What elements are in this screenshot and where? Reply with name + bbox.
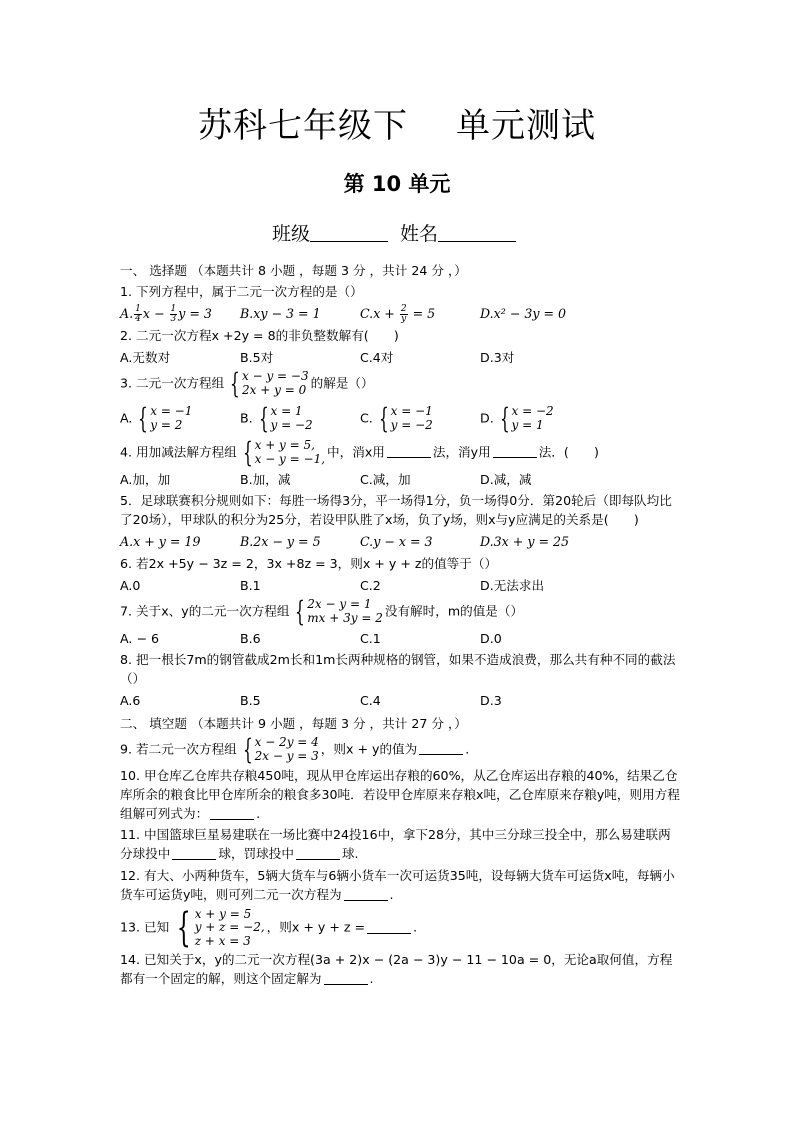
class-name-line (0, 219, 794, 246)
option-c[interactable]: C.4对 (360, 349, 394, 365)
questions (120, 258, 680, 989)
option-c[interactable]: C.x + $\frac{2}{y}$ = 5 (360, 304, 436, 324)
title-right: 单元测试 (456, 106, 596, 146)
question-6: 6. 若2x +5y − 3z = 2，3x +8z = 3，则x + y + z的值等于（） (120, 555, 498, 571)
option-d[interactable]: D.无法求出 (480, 577, 545, 593)
equation-system: { x + y = 5 y + z = −2, z + x = 3 (176, 905, 265, 952)
answer-blank[interactable] (367, 921, 411, 934)
question-1: 1. 下列方程中，属于二元一次方程的是（） (120, 284, 363, 300)
question-2: 2. 二元一次方程x +2y = 8的非负整数解有( ) (120, 327, 399, 343)
question-3-options (120, 402, 680, 436)
option-b[interactable]: B.加，减 (240, 471, 291, 487)
equation-system: { 2x − y = 1 mx + 3y = 2 (295, 594, 383, 628)
option-a[interactable]: A.加，加 (120, 471, 171, 487)
option-a[interactable]: A. − 6 (120, 630, 159, 646)
equation-system: { x − y = −3 2x + y = 0 (230, 366, 309, 400)
name-blank[interactable] (438, 223, 516, 242)
option-b[interactable]: B.5 (240, 693, 261, 709)
section-fill: 二、 填空题 （本题共计 9 小题 ，每题 3 分 ，共计 27 分 ，） (120, 715, 467, 731)
option-c[interactable]: C.减，加 (360, 471, 411, 487)
question-12: 12. 有大、小两种货车，5辆大货车与6辆小货车一次可运货35吨，设每辆大货车可运货x吨，每辆小货车可运货y吨，则可列二元一次方程为 . (120, 868, 675, 903)
option-b[interactable]: B. { x = 1 y = −2 (240, 401, 313, 435)
class-blank[interactable] (310, 223, 388, 242)
option-c[interactable]: C. { x = −1 y = −2 (360, 401, 433, 435)
equation-system: { x − 2y = 4 2x − y = 3 (242, 732, 319, 766)
question-6-options (120, 577, 680, 595)
question-4: 4. 用加减法解方程组 { x + y = 5, x − y = −1, 中，消x用 法，消y用 法．( ) (120, 435, 599, 469)
option-c[interactable]: C.4 (360, 693, 381, 709)
option-b[interactable]: B.2x − y = 5 (240, 534, 321, 550)
option-d[interactable]: D. { x = −2 y = 1 (480, 401, 554, 435)
page-title (0, 98, 794, 147)
option-a[interactable]: A. { x = −1 y = 2 (120, 401, 193, 435)
option-d[interactable]: D.3对 (480, 349, 515, 365)
answer-blank[interactable] (493, 445, 537, 458)
option-b[interactable]: B.5对 (240, 349, 274, 365)
question-14: 14. 已知关于x，y的二元一次方程(3a + 2)x − (2a − 3)y − 11 − 10a = 0，无论a取何值，方程都有一个固定的解，则这个固定解为 . (120, 952, 673, 987)
answer-blank[interactable] (344, 888, 388, 901)
question-2-options (120, 349, 680, 367)
question-7: 7. 关于x、y的二元一次方程组 { 2x − y = 1 mx + 3y = 2 没有解时，m的值是（） (120, 594, 524, 628)
question-8: 8. 把一根长7m的钢管截成2m长和1m长两种规格的钢管，如果不造成浪费，那么共有种不同的截法（） (120, 651, 676, 686)
option-d[interactable]: D.x² − 3y = 0 (480, 306, 567, 322)
question-10: 10. 甲仓库乙仓库共存粮450吨，现从甲仓库运出存粮的60%，从乙仓库运出存粮的40%，结果乙仓库所余的粮食比甲仓库所余的粮食多30吨．若设甲仓库原来存粮x吨，乙仓库原来存粮y吨，则用方程组解可列式为： . (120, 767, 680, 821)
section-choice: 一、 选择题 （本题共计 8 小题 ，每题 3 分 ，共计 24 分 ，） (120, 263, 467, 278)
answer-blank[interactable] (387, 445, 431, 458)
option-a[interactable]: A.无数对 (120, 349, 171, 365)
name-label: 姓名 (400, 223, 439, 245)
option-c[interactable]: C.1 (360, 630, 381, 646)
question-3: 3. 二元一次方程组 { x − y = −3 2x + y = 0 的解是（） (120, 366, 374, 400)
option-b[interactable]: B.6 (240, 630, 261, 646)
answer-blank[interactable] (210, 807, 254, 820)
answer-blank[interactable] (172, 847, 216, 860)
answer-blank[interactable] (419, 742, 463, 755)
question-7-options (120, 630, 680, 648)
question-5: 5．足球联赛积分规则如下：每胜一场得3分，平一场得1分，负一场得0分．第20轮后（即每队均比了20场），甲球队的积分为25分，若设甲队胜了x场，负了y场，则x与y应满足的关系是( ) (120, 492, 672, 527)
question-11: 11. 中国篮球巨星易建联在一场比赛中24投16中，拿下28分，其中三分球三投全中，那么易建联两分球投中 球，罚球投中 球. (120, 827, 671, 862)
option-d[interactable]: D.3x + y = 25 (480, 534, 570, 550)
option-a[interactable]: A.6 (120, 693, 141, 709)
question-1-options (120, 306, 680, 324)
answer-blank[interactable] (296, 847, 340, 860)
option-a[interactable]: A.0 (120, 577, 141, 593)
option-a[interactable]: A. $\frac{1}{4}$ x − $\frac{1}{3}$ y = 3 (120, 304, 212, 324)
option-c[interactable]: C.y − x = 3 (360, 534, 433, 550)
answer-blank[interactable] (324, 972, 368, 985)
question-13: 13. 已知 { x + y = 5 y + z = −2, z + x = 3 ，则x + y + z = . (120, 905, 418, 952)
option-a[interactable]: A.x + y = 19 (120, 534, 201, 550)
equation-system: { x + y = 5, x − y = −1, (242, 435, 326, 469)
option-d[interactable]: D.3 (480, 693, 502, 709)
question-9: 9. 若二元一次方程组 { x − 2y = 4 2x − y = 3 ，则x + y的值为 . (120, 732, 470, 766)
class-label: 班级 (271, 223, 310, 245)
option-c[interactable]: C.2 (360, 577, 381, 593)
question-5-options (120, 534, 680, 552)
option-d[interactable]: D.0 (480, 630, 502, 646)
option-b[interactable]: B.1 (240, 577, 261, 593)
unit-subtitle: 第 10 单元 (343, 172, 451, 196)
option-d[interactable]: D.减，减 (480, 471, 532, 487)
question-4-options (120, 471, 680, 489)
question-8-options (120, 693, 680, 711)
option-b[interactable]: B.xy − 3 = 1 (240, 306, 321, 322)
title-left: 苏科七年级下 (198, 106, 408, 146)
